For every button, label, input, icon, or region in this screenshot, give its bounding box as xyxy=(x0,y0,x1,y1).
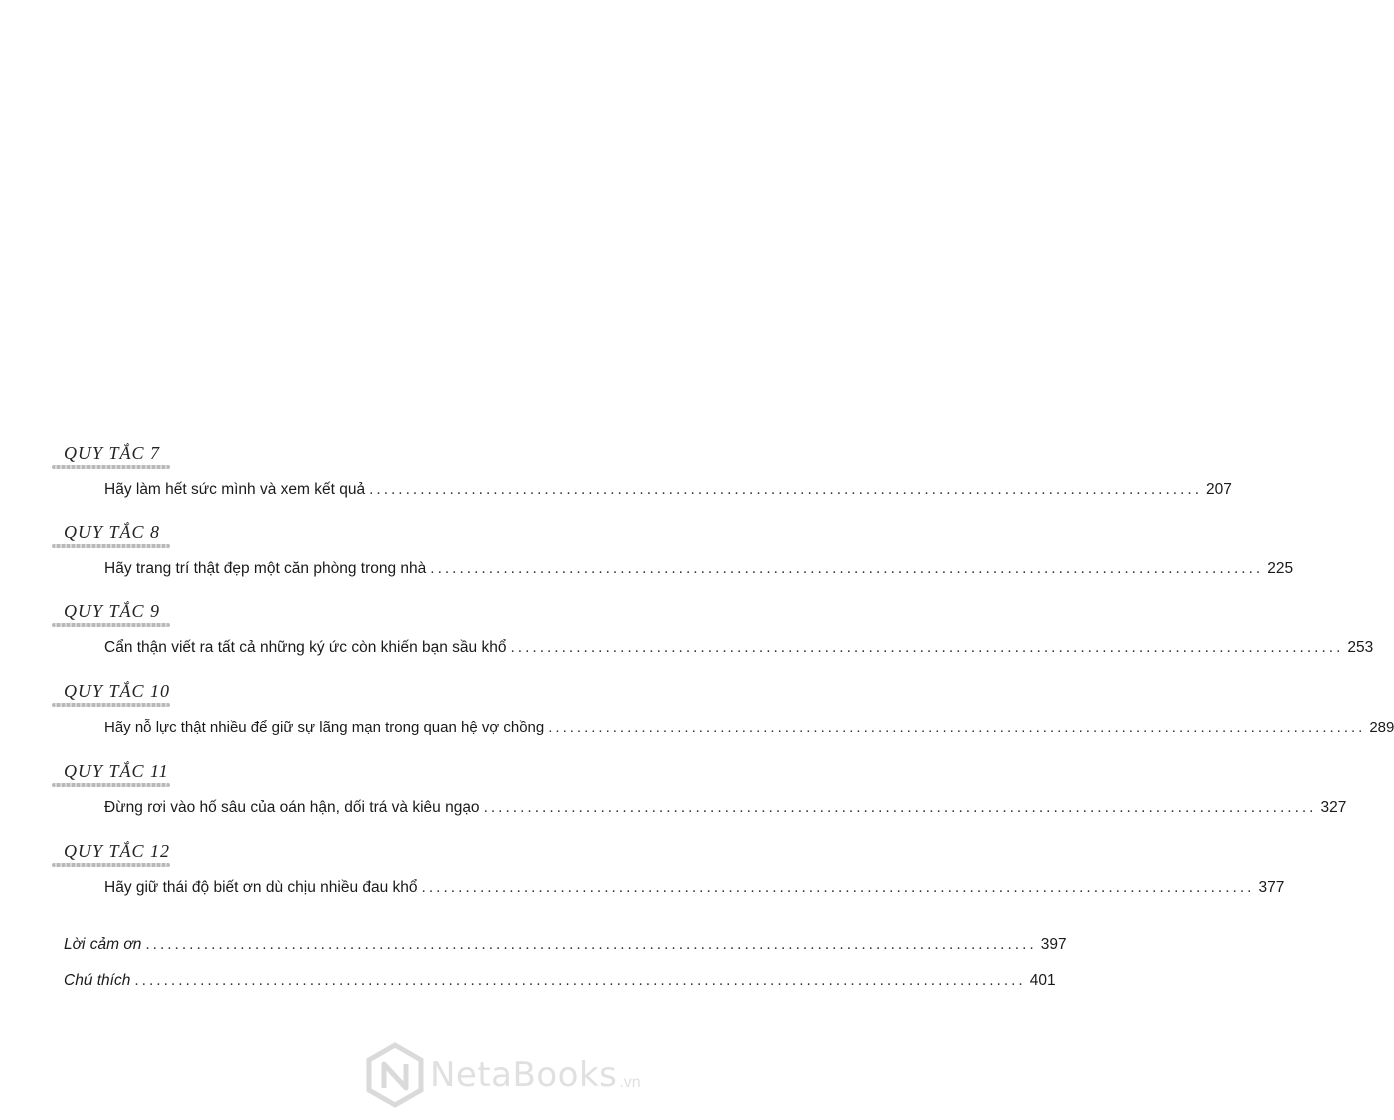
toc-leader-dots: .................................................................................................................. xyxy=(369,481,1203,498)
toc-entry-title: Lời cảm ơn xyxy=(64,936,142,953)
rule-underline xyxy=(52,863,170,867)
watermark xyxy=(364,1040,700,1110)
toc-entry-title: Đừng rơi vào hố sâu của oán hận, dối trá và kiêu ngạo xyxy=(104,799,480,816)
toc-leader-dots: .................................................................................................................. xyxy=(430,560,1264,577)
netabooks-logo-icon xyxy=(364,1042,426,1108)
toc-entry[interactable] xyxy=(104,879,1285,897)
toc-leader-dots: .................................................................................................................. xyxy=(421,879,1255,896)
toc-leader-dots: .................................................................................................................. xyxy=(548,719,1366,736)
rule-title: QUY TẮC 9 xyxy=(64,601,161,621)
toc-entry[interactable] xyxy=(104,481,1232,499)
toc-entry-title: Chú thích xyxy=(64,972,131,989)
rule-underline xyxy=(52,783,170,787)
rule-underline xyxy=(52,703,170,707)
toc-entry-acknowledgements[interactable] xyxy=(64,936,1067,954)
toc-entry-title: Hãy nỗ lực thật nhiều để giữ sự lãng mạn trong quan hệ vợ chồng xyxy=(104,719,545,736)
rule-title: QUY TẮC 8 xyxy=(64,522,161,542)
toc-entry[interactable] xyxy=(104,719,1394,736)
toc-entry[interactable] xyxy=(104,560,1294,578)
rule-title: QUY TẮC 12 xyxy=(64,841,171,861)
toc-entry-title: Hãy trang trí thật đẹp một căn phòng trong nhà xyxy=(104,560,427,577)
toc-entry-title: Hãy làm hết sức mình và xem kết quả xyxy=(104,481,366,498)
toc-page-number: 207 xyxy=(1206,481,1232,498)
toc-leader-dots: .................................................................................................................. xyxy=(483,799,1317,816)
toc-page-number: 327 xyxy=(1320,799,1347,816)
toc-leader-dots: .......................................................................................................................... xyxy=(145,936,1037,953)
toc-entry[interactable] xyxy=(104,639,1374,657)
toc-page-number: 377 xyxy=(1258,879,1285,896)
rule-underline xyxy=(52,544,170,548)
toc-page-number: 289 xyxy=(1369,719,1394,736)
toc-entry-notes[interactable] xyxy=(64,972,1056,990)
toc-page-number: 397 xyxy=(1040,936,1067,953)
toc-entry-title: Cẩn thận viết ra tất cả những ký ức còn khiến bạn sầu khổ xyxy=(104,639,507,656)
rule-title: QUY TẮC 10 xyxy=(64,681,171,701)
rule-title: QUY TẮC 11 xyxy=(64,761,169,781)
toc-entry-title: Hãy giữ thái độ biết ơn dù chịu nhiều đau khổ xyxy=(104,879,418,896)
rule-underline xyxy=(52,465,170,469)
watermark-brand: NetaBooks xyxy=(430,1055,618,1095)
rule-title: QUY TẮC 7 xyxy=(64,443,161,463)
rule-underline xyxy=(52,623,170,627)
watermark-suffix: .vn xyxy=(619,1074,641,1091)
toc-page-number: 253 xyxy=(1347,639,1374,656)
toc-page-number: 401 xyxy=(1029,972,1056,989)
toc-entry[interactable] xyxy=(104,799,1347,817)
toc-leader-dots: .................................................................................................................. xyxy=(510,639,1344,656)
toc-page-number: 225 xyxy=(1267,560,1294,577)
toc-leader-dots: .......................................................................................................................... xyxy=(134,972,1026,989)
